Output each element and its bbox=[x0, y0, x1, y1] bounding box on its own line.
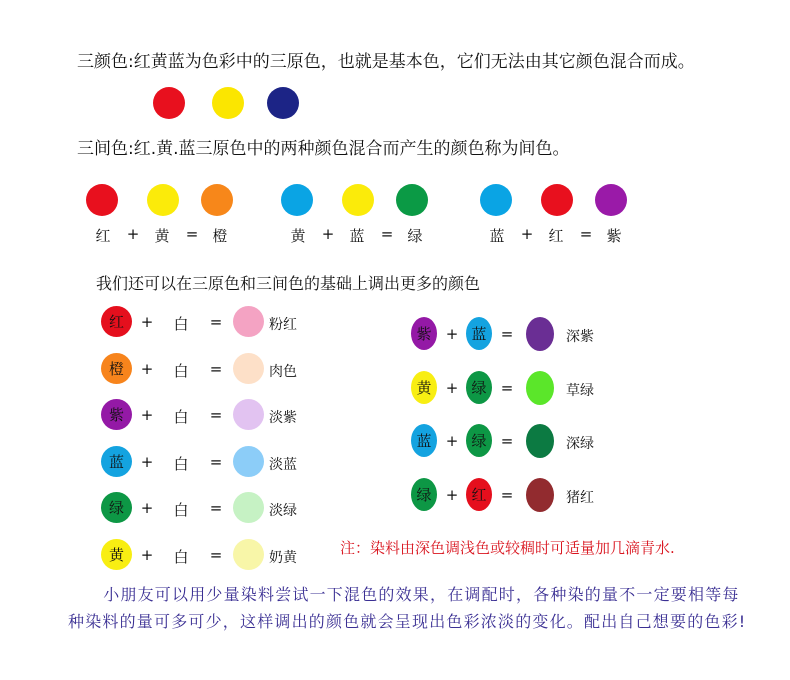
result-label: 奶黄 bbox=[269, 549, 297, 566]
equals-sign: = bbox=[209, 499, 223, 517]
mix-dot bbox=[480, 184, 512, 216]
primary-dot bbox=[212, 87, 244, 119]
mix-label: 紫 bbox=[606, 227, 622, 245]
mix-color-b: 蓝 bbox=[466, 317, 492, 350]
result-label: 深紫 bbox=[566, 329, 594, 345]
mix-label: = bbox=[579, 225, 593, 243]
result-color-oval bbox=[526, 478, 554, 512]
mix-label: 黄 bbox=[154, 227, 170, 245]
mix-dot bbox=[86, 184, 118, 216]
primary-colors-text: 三颜色:红黄蓝为色彩中的三原色，也就是基本色，它们无法由其它颜色混合而成。 bbox=[77, 52, 695, 72]
mix-label: 橙 bbox=[212, 227, 228, 245]
plus-sign: + bbox=[140, 452, 154, 471]
result-label: 淡紫 bbox=[269, 410, 297, 426]
equals-sign: = bbox=[209, 545, 223, 564]
plus-sign: + bbox=[140, 545, 154, 564]
plus-sign: + bbox=[140, 406, 154, 424]
mix-label: + bbox=[321, 225, 335, 243]
result-color-circle bbox=[233, 492, 264, 523]
mix-color-a: 蓝 bbox=[411, 424, 437, 457]
equals-sign: = bbox=[500, 325, 514, 343]
mix-dot bbox=[281, 184, 313, 216]
result-color-circle bbox=[233, 399, 264, 430]
mix-color-b: 绿 bbox=[466, 424, 492, 457]
equals-sign: = bbox=[209, 359, 223, 378]
result-color-circle bbox=[233, 539, 264, 570]
result-label: 淡蓝 bbox=[269, 456, 297, 473]
mix-label: + bbox=[126, 225, 140, 243]
primary-dot bbox=[153, 87, 185, 119]
plus-sign: + bbox=[140, 313, 154, 331]
result-label: 肉色 bbox=[269, 363, 297, 380]
mix-label: = bbox=[185, 225, 199, 243]
mix-label: 红 bbox=[95, 227, 111, 245]
equals-sign: = bbox=[500, 378, 514, 397]
base-color-circle: 蓝 bbox=[101, 446, 132, 477]
plus-sign: + bbox=[445, 432, 459, 450]
white-label: 白 bbox=[173, 361, 189, 380]
equals-sign: = bbox=[209, 452, 223, 471]
mix-label: = bbox=[380, 225, 394, 243]
mix-label: 绿 bbox=[407, 227, 423, 245]
white-label: 白 bbox=[173, 501, 189, 519]
result-color-oval bbox=[526, 424, 554, 458]
white-label: 白 bbox=[173, 454, 189, 473]
white-label: 白 bbox=[173, 315, 189, 333]
mix-label: 蓝 bbox=[349, 227, 365, 245]
mix-color-b: 红 bbox=[466, 478, 492, 511]
mix-dot bbox=[147, 184, 179, 216]
mix-label: + bbox=[520, 225, 534, 243]
equals-sign: = bbox=[500, 485, 514, 504]
mix-label: 蓝 bbox=[489, 227, 505, 245]
result-label: 淡绿 bbox=[269, 503, 297, 519]
result-label: 深绿 bbox=[566, 436, 594, 452]
result-label: 猪红 bbox=[566, 489, 594, 506]
result-color-circle bbox=[233, 353, 264, 384]
more-colors-heading: 我们还可以在三原色和三间色的基础上调出更多的颜色 bbox=[96, 274, 481, 293]
white-label: 白 bbox=[173, 408, 189, 426]
mix-dot bbox=[342, 184, 374, 216]
base-color-circle: 黄 bbox=[101, 539, 132, 570]
mix-color-a: 黄 bbox=[411, 371, 437, 404]
mix-color-a: 紫 bbox=[411, 317, 437, 350]
white-label: 白 bbox=[173, 547, 189, 566]
result-color-circle bbox=[233, 306, 264, 337]
plus-sign: + bbox=[445, 378, 459, 397]
result-color-oval bbox=[526, 317, 554, 351]
result-color-circle bbox=[233, 446, 264, 477]
plus-sign: + bbox=[445, 325, 459, 343]
base-color-circle: 橙 bbox=[101, 353, 132, 384]
mix-label: 黄 bbox=[290, 227, 306, 245]
mix-dot bbox=[396, 184, 428, 216]
result-label: 草绿 bbox=[566, 382, 594, 399]
equals-sign: = bbox=[500, 432, 514, 450]
mix-dot bbox=[201, 184, 233, 216]
plus-sign: + bbox=[445, 485, 459, 504]
note-text: 注：染料由深色调浅色或较稠时可适量加几滴青水. bbox=[340, 539, 675, 557]
base-color-circle: 绿 bbox=[101, 492, 132, 523]
base-color-circle: 红 bbox=[101, 306, 132, 337]
equals-sign: = bbox=[209, 313, 223, 331]
secondary-colors-text: 三间色:红.黄.蓝三原色中的两种颜色混合而产生的颜色称为间色。 bbox=[77, 139, 570, 159]
mix-dot bbox=[595, 184, 627, 216]
primary-dot bbox=[267, 87, 299, 119]
mix-color-a: 绿 bbox=[411, 478, 437, 511]
result-color-oval bbox=[526, 371, 554, 405]
mix-label: 红 bbox=[548, 227, 564, 245]
plus-sign: + bbox=[140, 359, 154, 378]
base-color-circle: 紫 bbox=[101, 399, 132, 430]
mix-color-b: 绿 bbox=[466, 371, 492, 404]
footer-paragraph: 小朋友可以用少量染料尝试一下混色的效果，在调配时，各种染的量不一定要相等每种染料的量可多可少，这样调出的颜色就会呈现出色彩浓淡的变化。配出自己想要的色彩! bbox=[68, 585, 747, 631]
equals-sign: = bbox=[209, 406, 223, 424]
plus-sign: + bbox=[140, 499, 154, 517]
mix-dot bbox=[541, 184, 573, 216]
result-label: 粉红 bbox=[269, 317, 297, 333]
